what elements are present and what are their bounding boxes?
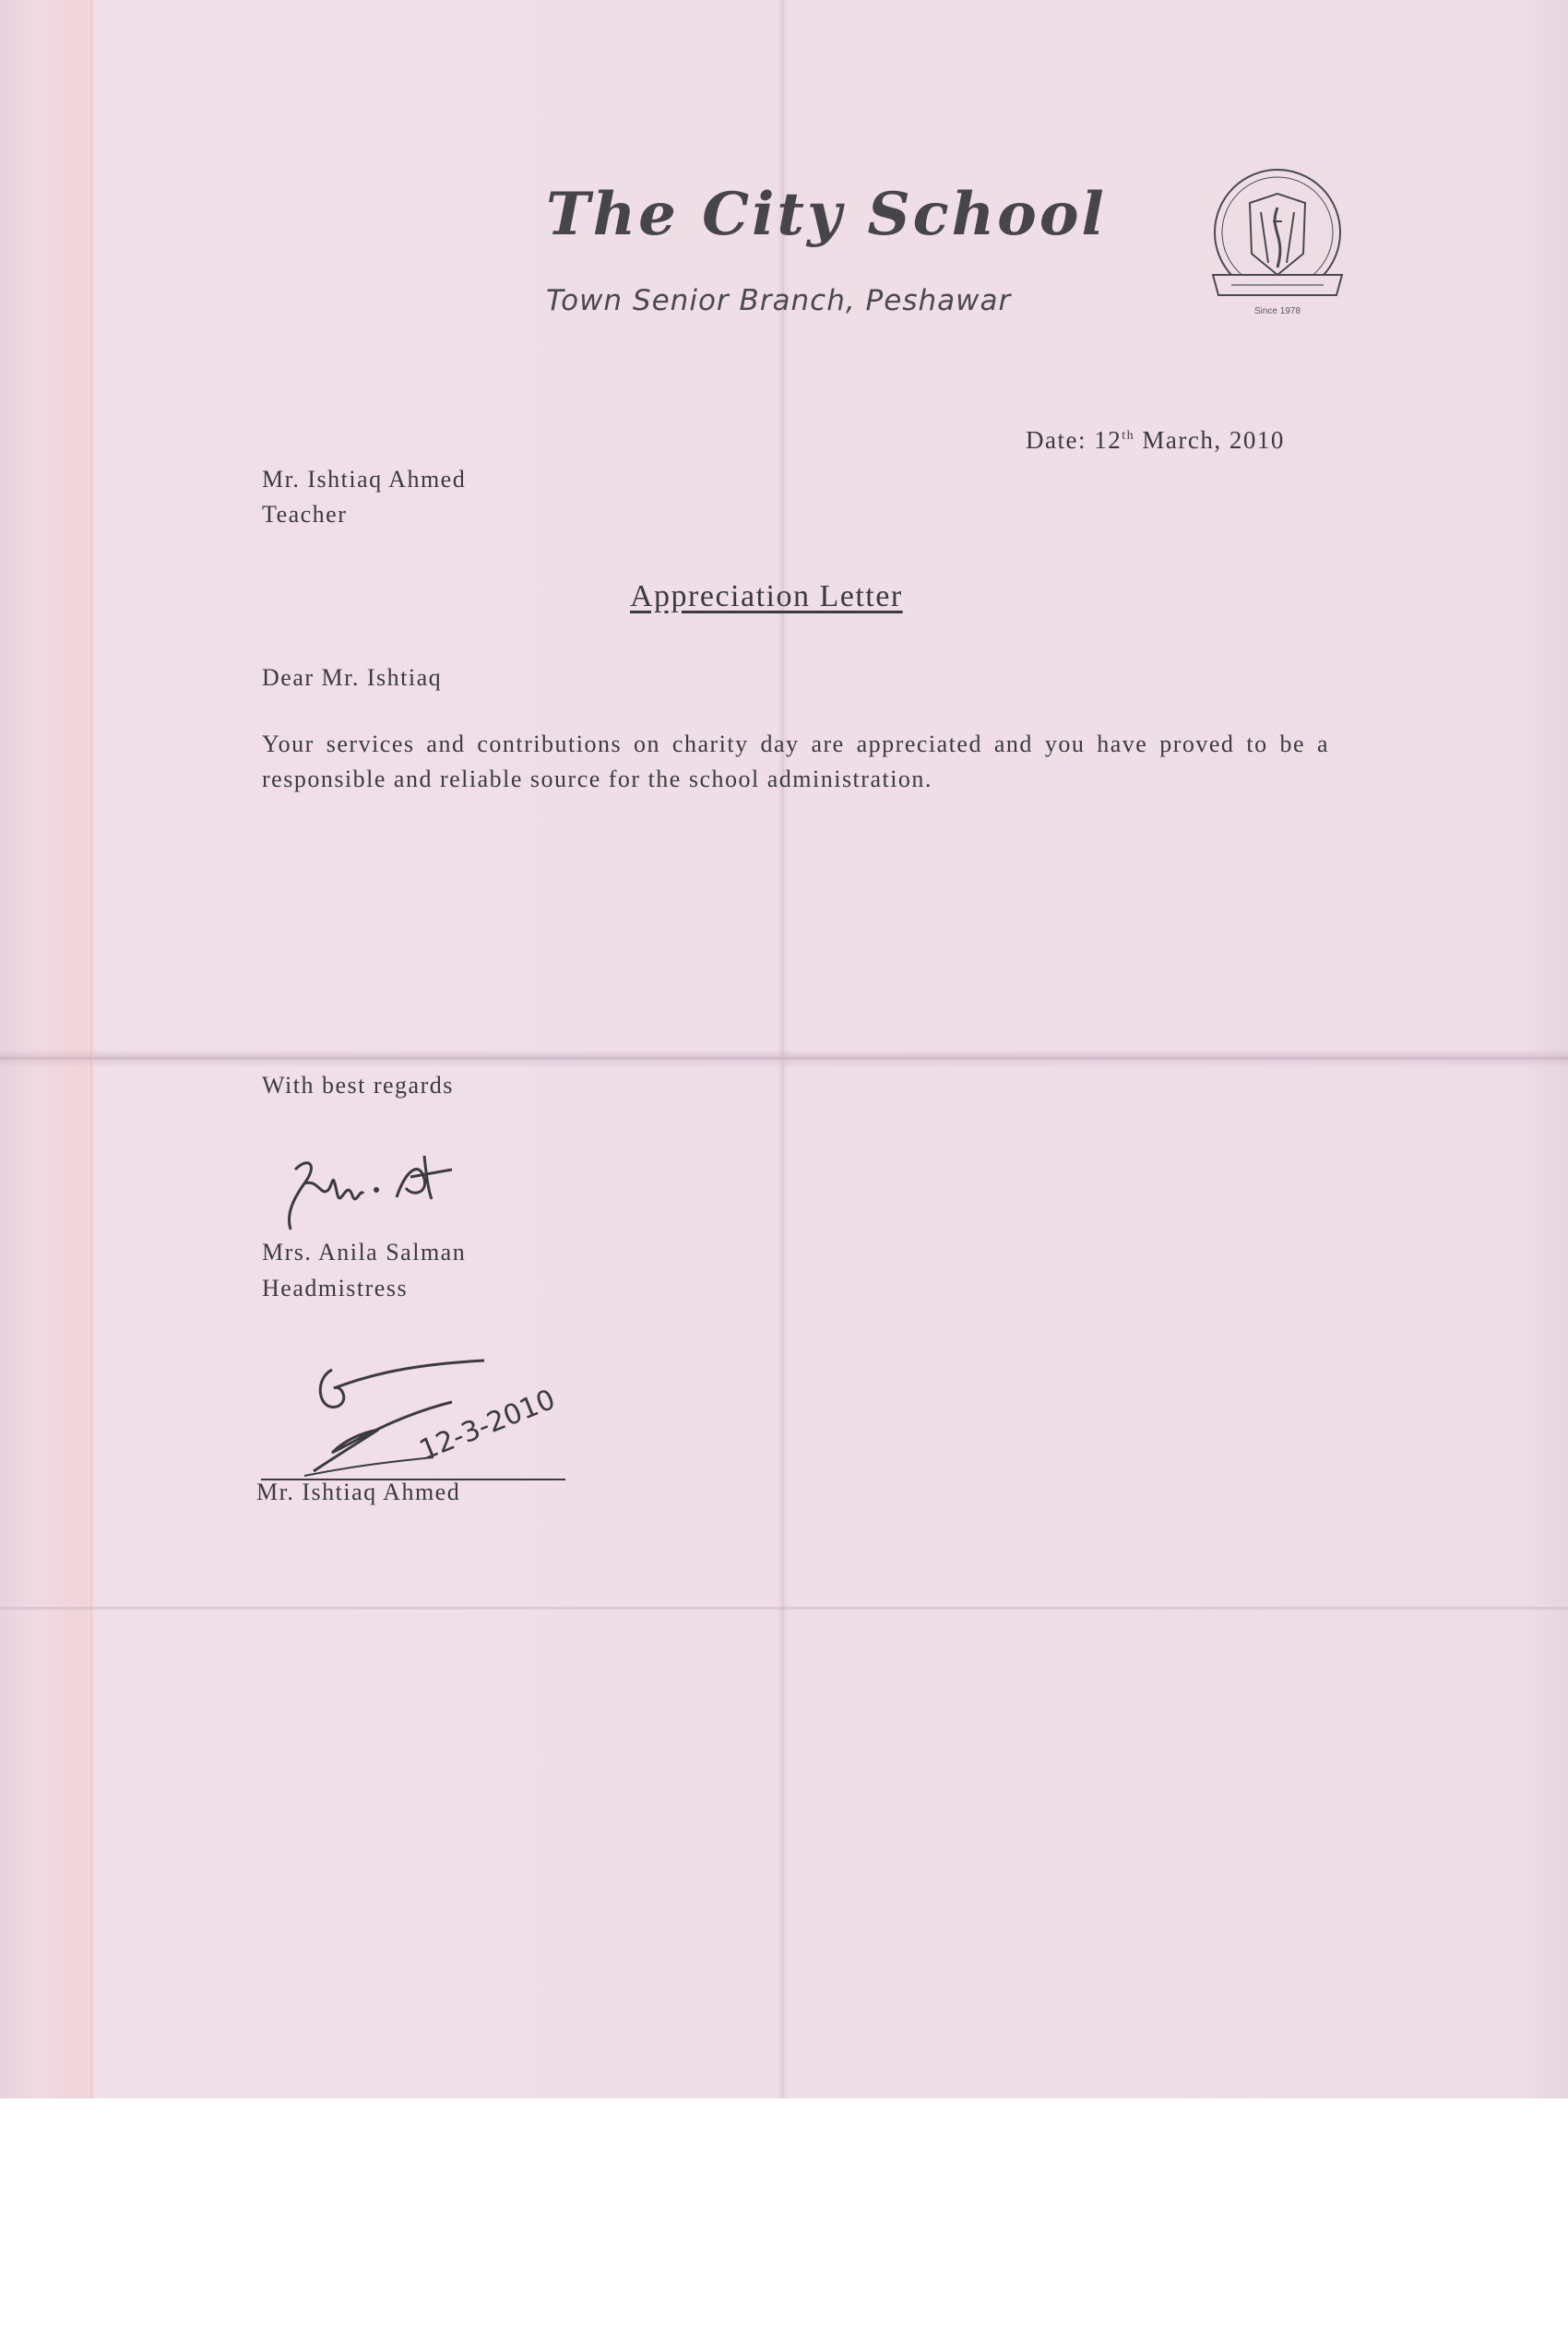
letter-date — [1026, 426, 1285, 455]
closing: With best regards — [262, 1072, 454, 1099]
recipient-name: Mr. Ishtiaq Ahmed — [262, 466, 467, 493]
date-superscript: th — [1122, 429, 1135, 443]
recipient-title: Teacher — [262, 501, 348, 528]
school-crest-icon — [1204, 166, 1351, 323]
acknowledgement-name: Mr. Ishtiaq Ahmed — [256, 1479, 461, 1505]
date-label: Date: 12 — [1026, 426, 1123, 454]
sender-title: Headmistress — [262, 1275, 409, 1301]
paper-fold-line — [0, 1607, 1568, 1610]
handwritten-signature-icon — [267, 1142, 480, 1243]
paper-margin-line — [90, 0, 92, 2098]
letter-subject: Appreciation Letter — [630, 579, 903, 613]
date-month-year: March, 2010 — [1134, 426, 1285, 454]
handwritten-signature-icon — [277, 1351, 581, 1485]
salutation: Dear Mr. Ishtiaq — [262, 664, 443, 691]
letter-body: Your services and contributions on charity day are appreciated and you have proved to be a responsible and reliable source for the school administration. — [262, 731, 1329, 792]
sender-name: Mrs. Anila Salman — [262, 1239, 467, 1266]
school-name: The City School — [546, 180, 1107, 249]
paper-fold-line — [0, 1057, 1568, 1060]
crest-since-text: Since 1978 — [1253, 306, 1301, 316]
handwritten-date: 12-3-2010 — [414, 1383, 560, 1468]
school-branch: Town Senior Branch, Peshawar — [546, 284, 1012, 317]
